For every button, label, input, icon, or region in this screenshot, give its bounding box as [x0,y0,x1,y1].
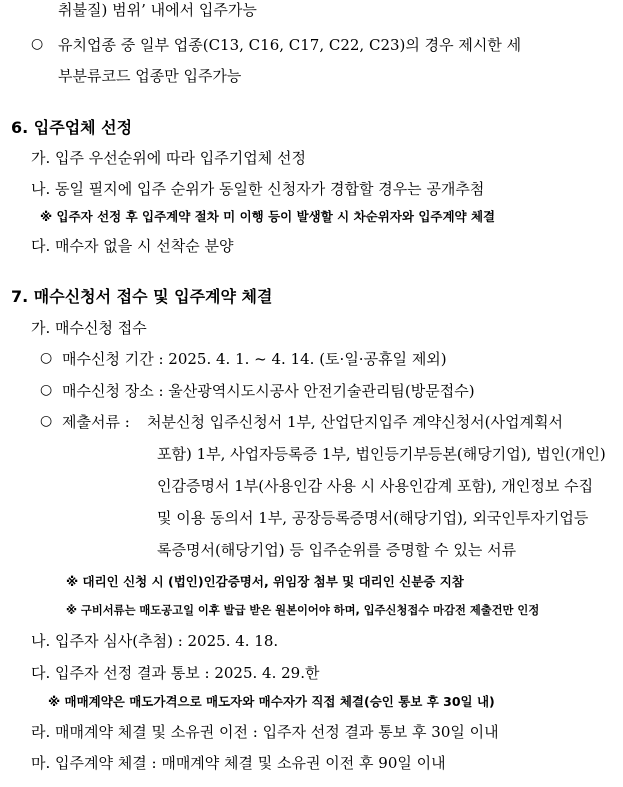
section-6-note: ※ 입주자 선정 후 입주계약 절차 미 이행 등이 발생할 시 차순위자와 입주계약 체결 [40,209,496,224]
application-place: 매수신청 장소 : 울산광역시도시공사 안전기술관리팀(방문접수) [62,382,475,400]
documents-note: ※ 구비서류는 매도공고일 이후 발급 받은 원본이어야 하며, 입주신청접수 마감전 제출건만 인정 [66,604,540,617]
documents-label: 제출서류 : [62,413,130,431]
proxy-note: ※ 대리인 신청 시 (법인)인감증명서, 위임장 첨부 및 대리인 신분증 지참 [66,574,464,589]
bullet-icon: ○ [40,413,53,429]
section-6-item-da: 다. 매수자 없을 시 선착순 분양 [31,237,234,255]
section-7-heading: 7. 매수신청서 접수 및 입주계약 체결 [11,287,273,306]
intro-line-1: 취불질) 범위’ 내에서 입주가능 [58,1,257,19]
bullet-icon: ○ [31,36,44,52]
section-7-item-ma: 마. 입주계약 체결 : 매매계약 체결 및 소유권 이전 후 90일 이내 [31,754,446,772]
section-7-item-ga: 가. 매수신청 접수 [31,319,147,337]
section-7-item-na: 나. 입주자 심사(추첨) : 2025. 4. 18. [31,632,279,650]
section-7-item-da: 다. 입주자 선정 결과 통보 : 2025. 4. 29.한 [31,664,320,682]
section-6-item-ga: 가. 입주 우선순위에 따라 입주기업체 선정 [31,149,306,167]
application-period: 매수신청 기간 : 2025. 4. 1. ~ 4. 14. (토·일·공휴일 제외) [62,350,447,368]
documents-line: 처분신청 입주신청서 1부, 산업단지입주 계약신청서(사업계획서 [147,413,563,431]
intro-line-2: 유치업종 중 일부 업종(C13, C16, C17, C22, C23)의 경우 제시한 세 [58,36,522,54]
section-7-item-ra: 라. 매매계약 체결 및 소유권 이전 : 입주자 선정 결과 통보 후 30일 이내 [31,723,499,741]
documents-line: 인감증명서 1부(사용인감 사용 시 사용인감계 포함), 개인정보 수집 [157,477,594,495]
intro-line-3: 부분류코드 업종만 입주가능 [58,67,242,85]
contract-note: ※ 매매계약은 매도가격으로 매도자와 매수자가 직접 체결(승인 통보 후 30일 내) [48,694,495,709]
documents-line: 록증명서(해당기업) 등 입주순위를 증명할 수 있는 서류 [157,541,517,559]
bullet-icon: ○ [40,350,53,366]
bullet-icon: ○ [40,382,53,398]
documents-line: 포함) 1부, 사업자등록증 1부, 법인등기부등본(해당기업), 법인(개인) [157,445,606,463]
section-6-item-na: 나. 동일 필지에 입주 순위가 동일한 신청자가 경합할 경우는 공개추첨 [31,180,485,198]
section-6-heading: 6. 입주업체 선정 [11,118,133,137]
documents-line: 및 이용 동의서 1부, 공장등록증명서(해당기업), 외국인투자기업등 [157,509,589,527]
